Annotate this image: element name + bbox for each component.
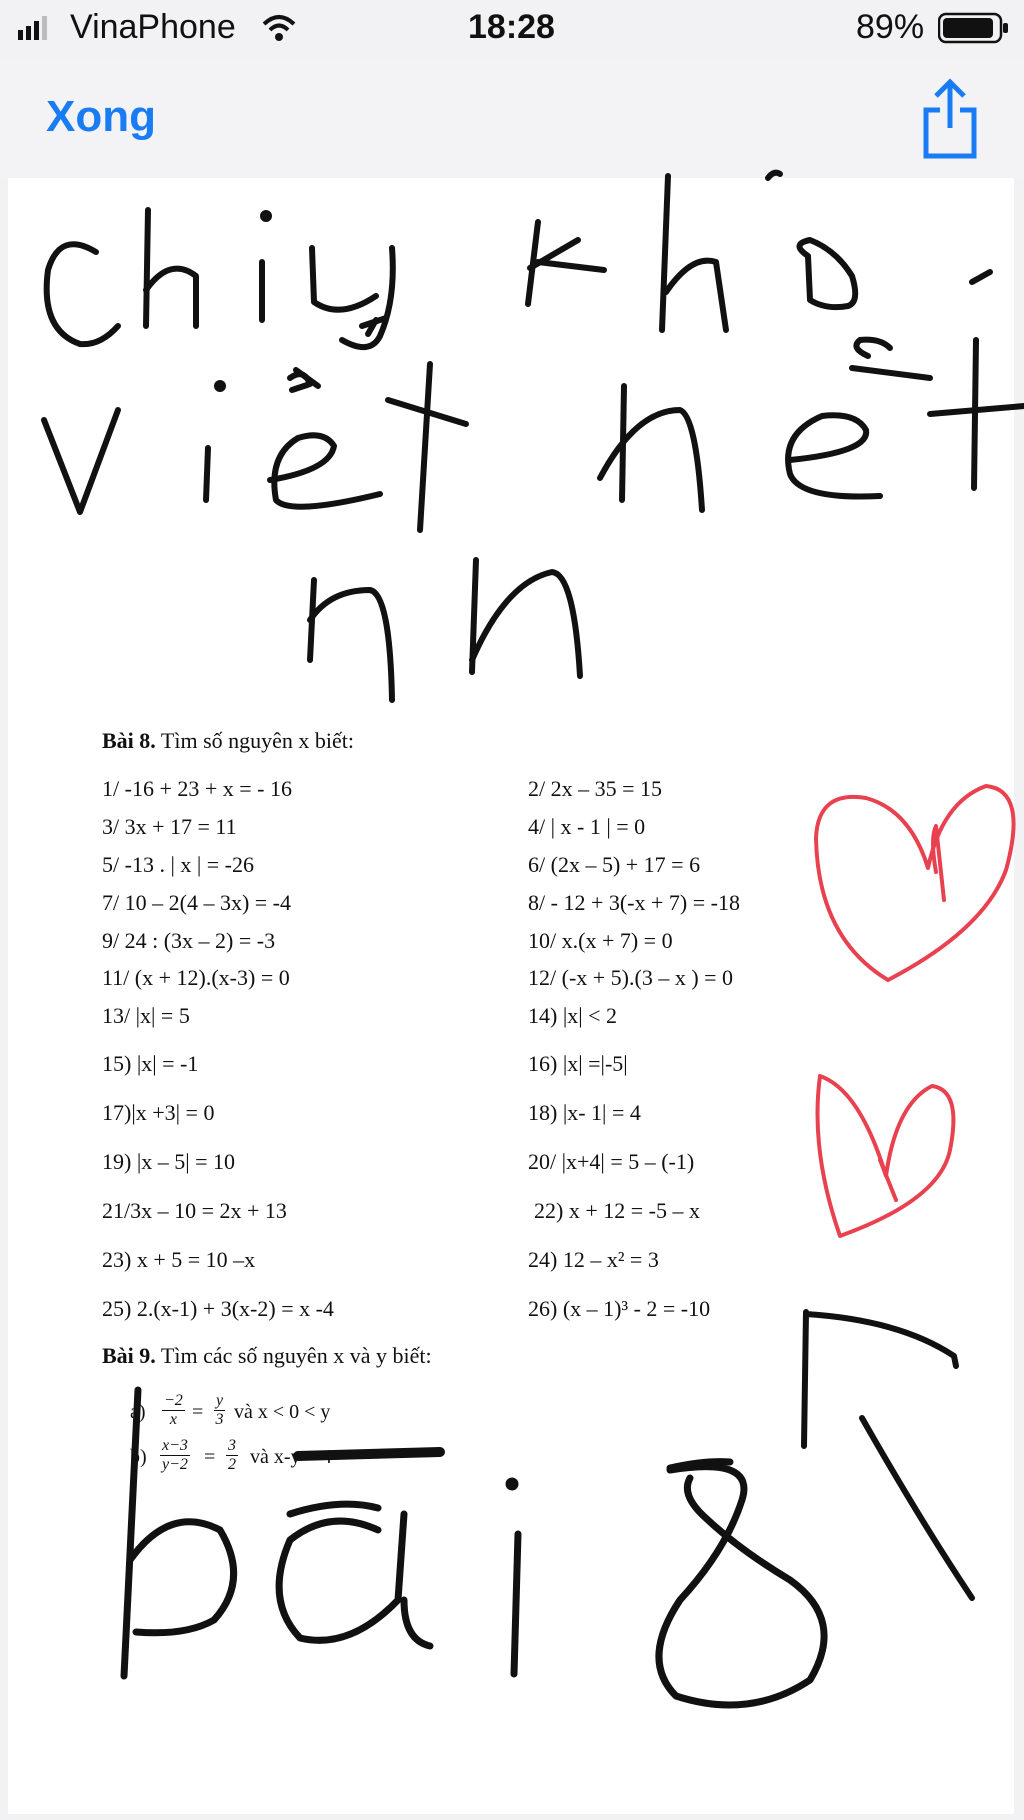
done-button[interactable]: Xong [46,92,156,141]
exercise8-heading [102,728,354,754]
equation-item: 21/3x – 10 = 2x + 13 [102,1198,287,1223]
equation-item: 5/ -13 . | x | = -26 [102,852,254,877]
part-b-prefix: b) [130,1446,147,1468]
exercise9-label: Bài 9. [102,1343,156,1368]
part-b-condition: và x-y = 4 [250,1446,332,1468]
exercise9-instruction: Tìm các số nguyên x và y biết: [160,1343,432,1368]
carrier-name: VinaPhone [70,8,236,46]
equation-item: 15) |x| = -1 [102,1051,199,1076]
equation-item: 19) |x – 5| = 10 [102,1149,236,1174]
equation-item: 4/ | x - 1 | = 0 [528,814,646,839]
fraction-numerator: −2 [164,1392,183,1409]
equation-item: 13/ |x| = 5 [102,1003,190,1028]
fraction-a2 [214,1392,225,1429]
equals-sign: = [204,1446,216,1468]
exercise8-instruction: Tìm số nguyên x biết: [160,728,354,753]
fraction-b1 [160,1437,190,1474]
equation-item: 18) |x- 1| = 4 [528,1100,641,1125]
equation-item: 24) 12 – x² = 3 [528,1247,659,1272]
fraction-numerator: x−3 [162,1437,188,1454]
equation-item: 3/ 3x + 17 = 11 [102,814,237,839]
exercise9-heading [102,1343,432,1369]
equation-item: 1/ -16 + 23 + x = - 16 [102,776,292,801]
equation-item: 8/ - 12 + 3(-x + 7) = -18 [528,890,740,915]
equation-item: 22) x + 12 = -5 – x [534,1198,700,1223]
fraction-b2 [226,1437,238,1474]
equation-item: 16) |x| =|-5| [528,1051,628,1076]
fraction-denominator: 3 [215,1411,224,1428]
exercise8-label: Bài 8. [102,728,156,753]
fraction-numerator: y [216,1392,224,1409]
fraction-numerator: 3 [228,1437,236,1454]
fraction-denominator: y−2 [162,1456,188,1473]
equation-item: 7/ 10 – 2(4 – 3x) = -4 [102,890,291,915]
fraction-denominator: x [169,1411,177,1428]
equation-item: 20/ |x+4| = 5 – (-1) [528,1149,695,1174]
battery-percent: 89% [856,8,925,46]
fraction-denominator: 2 [228,1456,236,1473]
part-a-condition: và x < 0 < y [234,1401,331,1423]
equals-sign: = [192,1401,204,1423]
equation-item: 12/ (-x + 5).(3 – x ) = 0 [528,965,734,990]
equation-item: 6/ (2x – 5) + 17 = 6 [528,852,701,877]
equation-item: 11/ (x + 12).(x-3) = 0 [102,965,290,990]
equation-item: 9/ 24 : (3x – 2) = -3 [102,928,276,953]
fraction-a1 [162,1392,185,1429]
equation-item: 17)|x +3| = 0 [102,1100,215,1125]
equation-item: 10/ x.(x + 7) = 0 [528,928,673,953]
equation-item: 14) |x| < 2 [528,1003,618,1028]
clock: 18:28 [468,8,555,46]
equation-item: 2/ 2x – 35 = 15 [528,776,663,801]
equation-item: 26) (x – 1)³ - 2 = -10 [528,1296,711,1321]
equation-item: 25) 2.(x-1) + 3(x-2) = x -4 [102,1296,334,1321]
part-a-prefix: a) [130,1401,146,1423]
equation-item: 23) x + 5 = 10 –x [102,1247,256,1272]
